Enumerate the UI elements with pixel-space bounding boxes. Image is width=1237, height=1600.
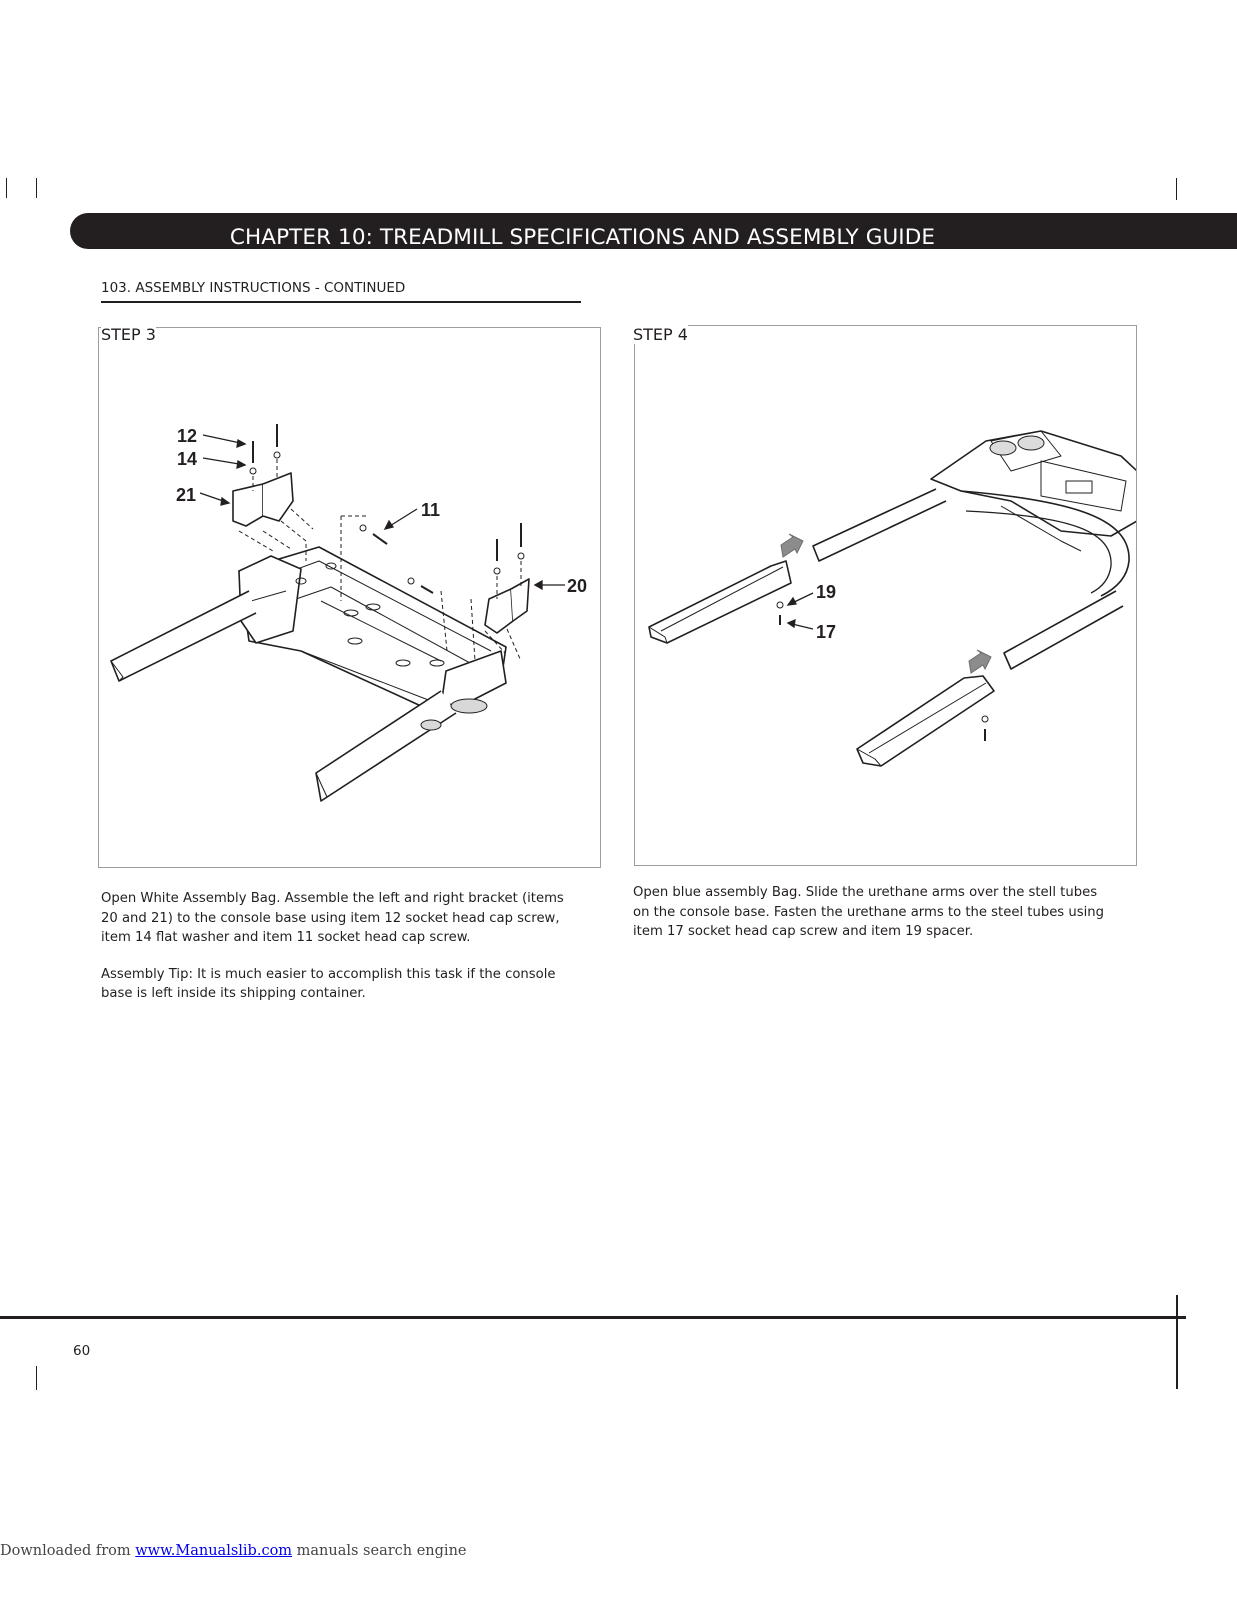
manualslib-link[interactable]: www.Manualslib.com xyxy=(135,1543,293,1559)
step3-instructions xyxy=(101,889,571,1021)
step3-tip: Assembly Tip: It is much easier to accomplish this task if the console base is left inside its shipping container. xyxy=(101,966,556,1001)
download-prefix: Downloaded from xyxy=(0,1543,136,1559)
footer-divider xyxy=(0,1316,1186,1319)
callout-11: 11 xyxy=(421,500,441,520)
callout-14: 14 xyxy=(177,449,198,469)
step3-paragraph: Open White Assembly Bag. Assemble the left and right bracket (items 20 and 21) to the console base using item 12 socket head cap screw, item 14 flat washer and item 11 socket head cap screw. xyxy=(101,891,564,945)
step4-illustration xyxy=(635,326,1136,865)
step3-label: STEP 3 xyxy=(101,325,156,344)
page-number: 60 xyxy=(73,1343,91,1359)
step4-label: STEP 4 xyxy=(633,325,688,344)
callout-17: 17 xyxy=(816,622,837,642)
callout-21: 21 xyxy=(176,485,197,505)
crop-mark xyxy=(6,178,7,198)
step4-frame xyxy=(634,325,1137,866)
section-divider xyxy=(101,301,581,303)
crop-mark xyxy=(1176,178,1177,200)
step3-frame xyxy=(98,327,601,868)
crop-mark xyxy=(1176,1295,1178,1389)
callout-12: 12 xyxy=(177,426,198,446)
callout-19: 19 xyxy=(816,582,837,602)
crop-mark xyxy=(36,178,37,198)
step4-paragraph: Open blue assembly Bag. Slide the urethane arms over the stell tubes on the console base. Fasten the urethane arms to the steel tubes using item 17 socket head cap screw and item 19 spacer. xyxy=(633,885,1104,939)
download-notice xyxy=(0,1543,467,1559)
crop-mark xyxy=(36,1366,37,1390)
chapter-title: CHAPTER 10: TREADMILL SPECIFICATIONS AND ASSEMBLY GUIDE xyxy=(229,225,936,250)
callout-20: 20 xyxy=(567,576,588,596)
step4-instructions xyxy=(633,883,1113,959)
download-suffix: manuals search engine xyxy=(292,1543,467,1559)
section-title: 103. ASSEMBLY INSTRUCTIONS - CONTINUED xyxy=(101,280,406,296)
step3-illustration xyxy=(99,328,600,867)
